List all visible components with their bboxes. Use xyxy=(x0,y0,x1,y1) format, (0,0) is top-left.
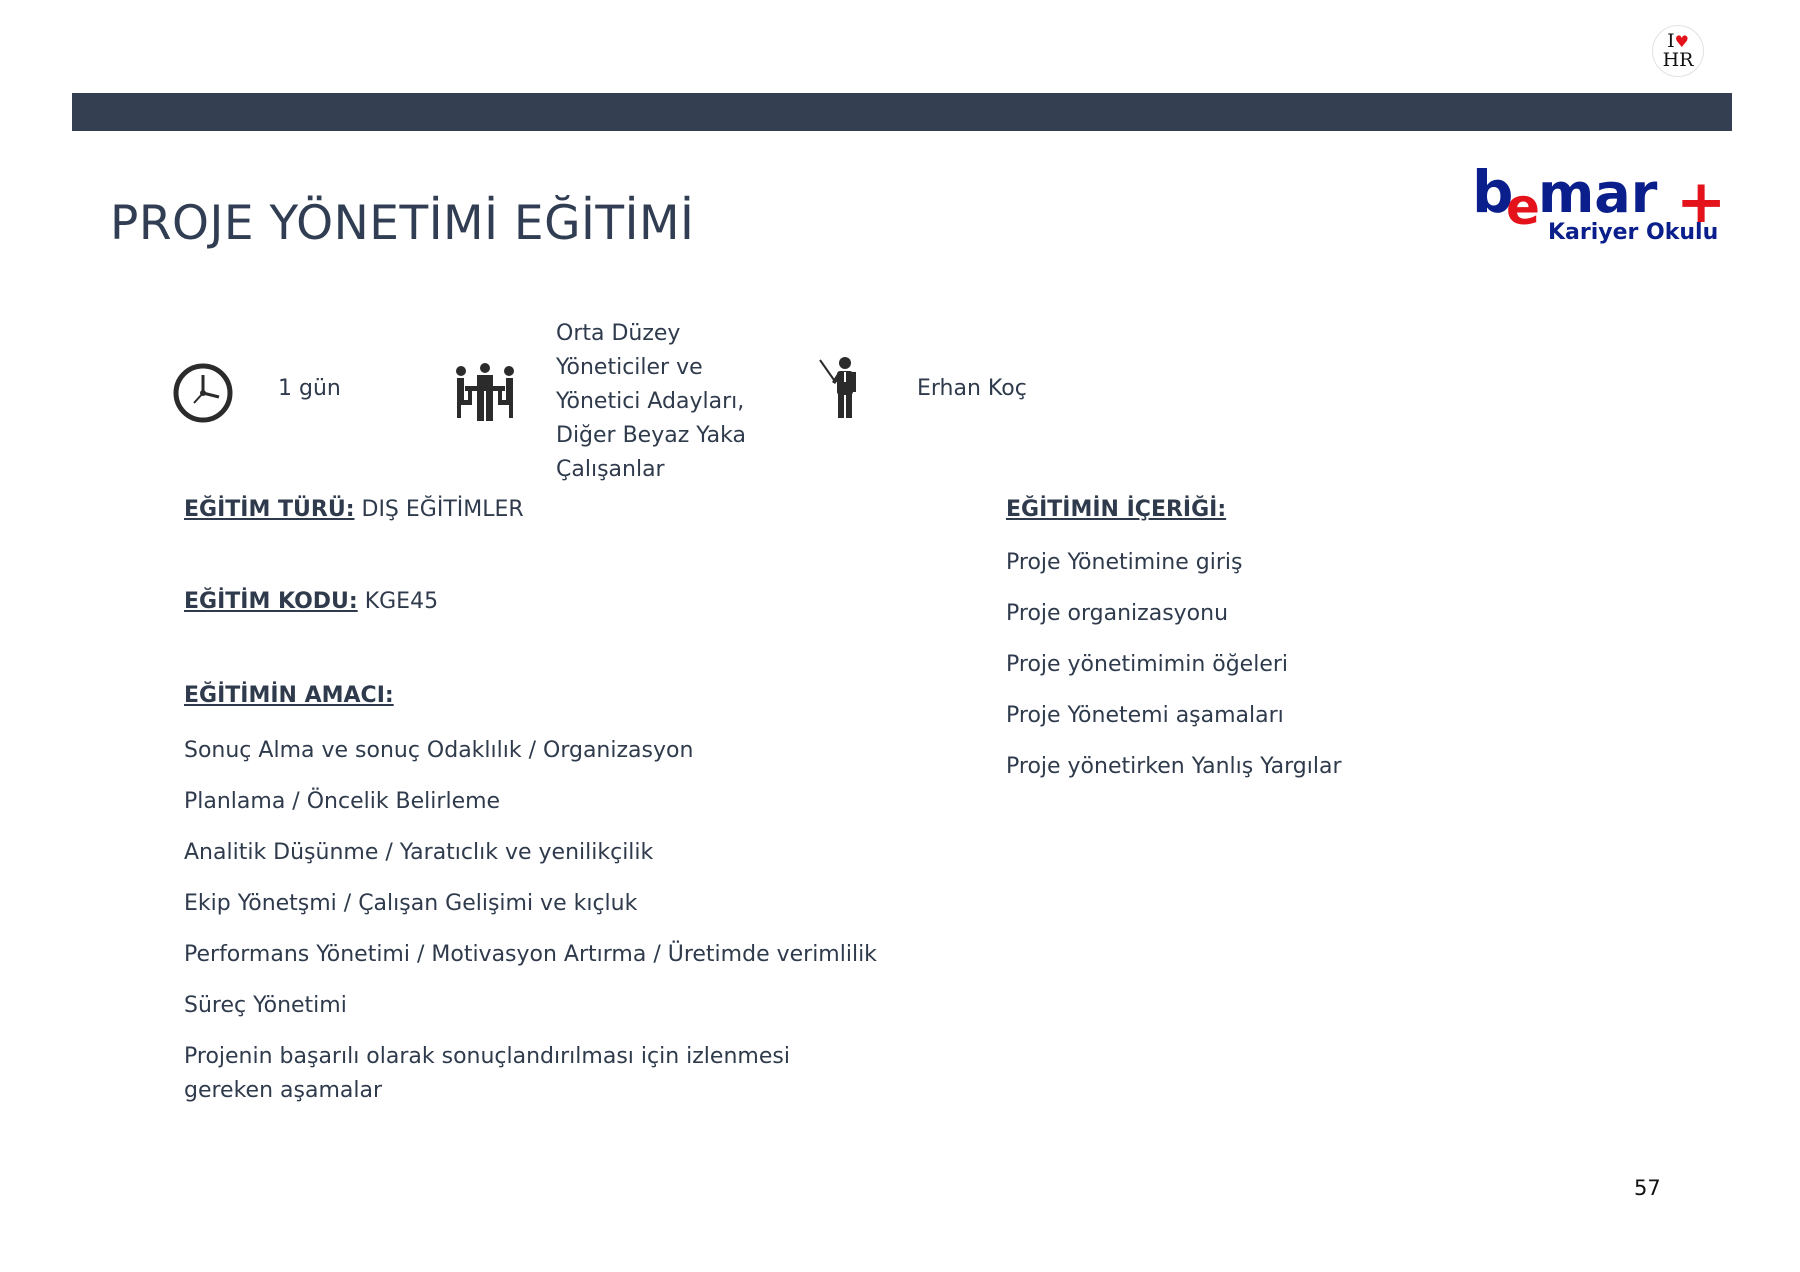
training-code-label: EĞİTİM KODU: xyxy=(184,589,358,614)
clock-icon xyxy=(172,362,234,424)
target-audience-text: Orta Düzey Yöneticiler ve Yönetici Adayları, Diğer Beyaz Yaka Çalışanlar xyxy=(556,321,746,482)
list-item: Performans Yönetimi / Motivasyon Artırma / Üretimde verimlilik xyxy=(184,942,877,967)
logo-word-mar: mar xyxy=(1538,162,1658,225)
page-title: PROJE YÖNETİMİ EĞİTİMİ xyxy=(110,196,695,251)
page-number: 57 xyxy=(1634,1176,1661,1200)
training-type-label: EĞİTİM TÜRÜ: xyxy=(184,497,355,522)
list-item: Proje yönetirken Yanlış Yargılar xyxy=(1006,754,1342,779)
i-love-hr-logo xyxy=(1652,25,1704,77)
header-band xyxy=(72,93,1732,131)
list-item: Sonuç Alma ve sonuç Odaklılık / Organizasyon xyxy=(184,738,694,763)
logo-letter-i: I xyxy=(1667,30,1675,52)
list-item: Proje yönetimimin öğeleri xyxy=(1006,652,1289,677)
logo-plus: + xyxy=(1676,167,1727,237)
training-type xyxy=(184,497,524,522)
logo-letter-e: e xyxy=(1506,178,1540,236)
training-type-value: DIŞ EĞİTİMLER xyxy=(361,497,524,522)
content-heading: EĞİTİMİN İÇERİĞİ: xyxy=(1006,497,1227,522)
trainer-name: Erhan Koç xyxy=(917,376,1027,401)
list-item: Proje Yönetemi aşamaları xyxy=(1006,703,1284,728)
list-item: Ekip Yönetşmi / Çalışan Gelişimi ve kıçluk xyxy=(184,891,638,916)
training-code-value: KGE45 xyxy=(364,589,439,614)
logo-letters-hr: HR xyxy=(1662,49,1694,71)
list-item: Süreç Yönetimi xyxy=(184,993,347,1018)
logo-subtitle: Kariyer Okulu xyxy=(1548,220,1719,245)
list-item: Analitik Düşünme / Yaratıclık ve yenilikçilik xyxy=(184,840,654,865)
presenter-icon xyxy=(818,356,864,420)
duration-text: 1 gün xyxy=(278,376,341,401)
bemar-kariyer-okulu-logo xyxy=(1470,160,1730,250)
list-item: Proje organizasyonu xyxy=(1006,601,1229,626)
list-item: Proje Yönetimine giriş xyxy=(1006,550,1243,575)
content-list xyxy=(1006,546,1342,801)
meeting-people-icon xyxy=(453,362,517,424)
list-item: Planlama / Öncelik Belirleme xyxy=(184,789,501,814)
goals-heading: EĞİTİMİN AMACI: xyxy=(184,683,394,708)
heart-icon: ♥ xyxy=(1674,32,1689,51)
goals-list xyxy=(184,734,884,1125)
logo-letter-b: b xyxy=(1472,160,1514,226)
training-code xyxy=(184,589,438,614)
list-item: Projenin başarılı olarak sonuçlandırılması için izlenmesi gereken aşamalar xyxy=(184,1044,790,1103)
